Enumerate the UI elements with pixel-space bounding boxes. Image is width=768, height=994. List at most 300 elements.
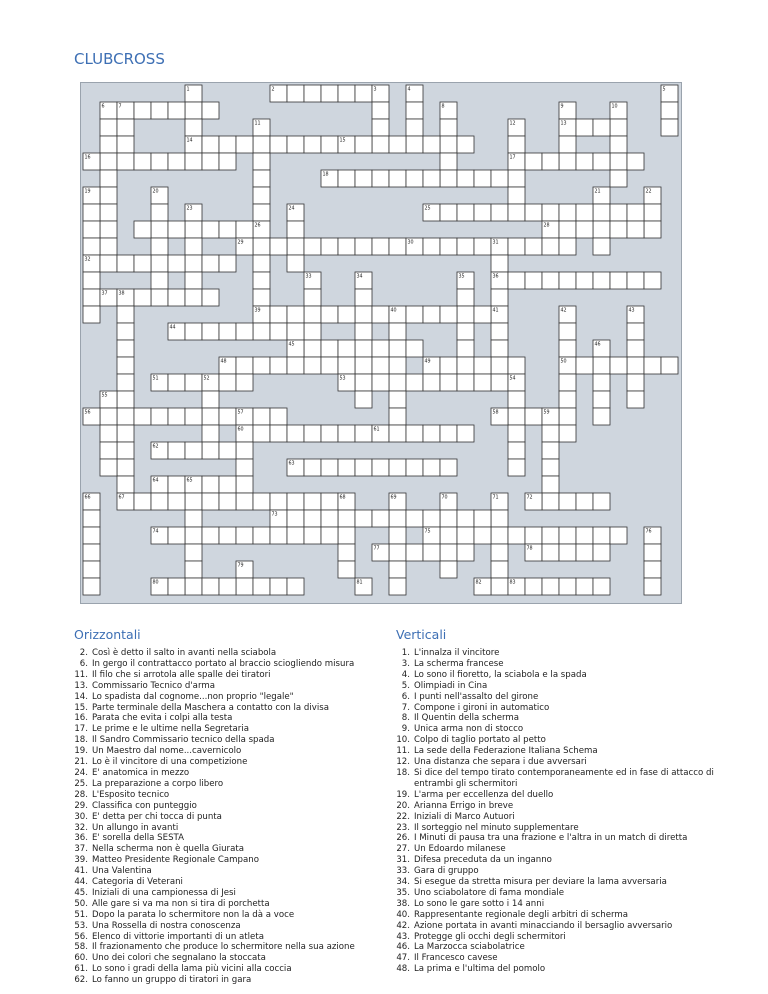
- grid-cell[interactable]: [168, 153, 185, 170]
- grid-cell[interactable]: [287, 238, 304, 255]
- grid-cell[interactable]: [440, 306, 457, 323]
- grid-cell[interactable]: [491, 204, 508, 221]
- grid-cell[interactable]: [423, 170, 440, 187]
- grid-cell[interactable]: [287, 255, 304, 272]
- grid-cell[interactable]: [287, 425, 304, 442]
- grid-cell[interactable]: [593, 391, 610, 408]
- grid-cell[interactable]: [423, 374, 440, 391]
- grid-cell[interactable]: [253, 238, 270, 255]
- grid-cell[interactable]: [83, 544, 100, 561]
- grid-cell[interactable]: [202, 476, 219, 493]
- grid-cell[interactable]: [389, 561, 406, 578]
- grid-cell[interactable]: [168, 221, 185, 238]
- grid-cell[interactable]: [185, 153, 202, 170]
- grid-cell[interactable]: [100, 408, 117, 425]
- grid-cell[interactable]: [304, 85, 321, 102]
- grid-cell[interactable]: [389, 408, 406, 425]
- grid-cell[interactable]: [440, 153, 457, 170]
- grid-cell[interactable]: [185, 544, 202, 561]
- grid-cell[interactable]: [474, 306, 491, 323]
- grid-cell[interactable]: [270, 357, 287, 374]
- grid-cell[interactable]: [338, 510, 355, 527]
- grid-cell[interactable]: [627, 340, 644, 357]
- grid-cell[interactable]: [185, 510, 202, 527]
- grid-cell[interactable]: [185, 578, 202, 595]
- grid-cell[interactable]: [508, 272, 525, 289]
- grid-cell[interactable]: [389, 391, 406, 408]
- grid-cell[interactable]: [202, 442, 219, 459]
- grid-cell[interactable]: [610, 272, 627, 289]
- grid-cell[interactable]: [559, 272, 576, 289]
- grid-cell[interactable]: [593, 408, 610, 425]
- grid-cell[interactable]: [491, 323, 508, 340]
- grid-cell[interactable]: [219, 374, 236, 391]
- grid-cell[interactable]: [117, 476, 134, 493]
- grid-cell[interactable]: [627, 153, 644, 170]
- grid-cell[interactable]: [355, 85, 372, 102]
- grid-cell[interactable]: [576, 544, 593, 561]
- grid-cell[interactable]: [321, 357, 338, 374]
- grid-cell[interactable]: [542, 153, 559, 170]
- grid-cell[interactable]: [83, 204, 100, 221]
- grid-cell[interactable]: [508, 238, 525, 255]
- grid-cell[interactable]: [287, 323, 304, 340]
- grid-cell[interactable]: [338, 85, 355, 102]
- grid-cell[interactable]: [236, 578, 253, 595]
- grid-cell[interactable]: [559, 544, 576, 561]
- grid-cell[interactable]: [542, 272, 559, 289]
- grid-cell[interactable]: [304, 238, 321, 255]
- grid-cell[interactable]: [338, 238, 355, 255]
- grid-cell[interactable]: [627, 374, 644, 391]
- grid-cell[interactable]: [304, 289, 321, 306]
- grid-cell[interactable]: [610, 357, 627, 374]
- grid-cell[interactable]: [185, 323, 202, 340]
- grid-cell[interactable]: [185, 493, 202, 510]
- grid-cell[interactable]: [355, 306, 372, 323]
- grid-cell[interactable]: [355, 340, 372, 357]
- grid-cell[interactable]: [389, 238, 406, 255]
- grid-cell[interactable]: [525, 153, 542, 170]
- grid-cell[interactable]: [134, 102, 151, 119]
- grid-cell[interactable]: [270, 493, 287, 510]
- grid-cell[interactable]: [117, 255, 134, 272]
- grid-cell[interactable]: [236, 357, 253, 374]
- grid-cell[interactable]: [168, 374, 185, 391]
- grid-cell[interactable]: [117, 136, 134, 153]
- grid-cell[interactable]: [508, 408, 525, 425]
- grid-cell[interactable]: [270, 425, 287, 442]
- grid-cell[interactable]: [474, 374, 491, 391]
- grid-cell[interactable]: [168, 102, 185, 119]
- grid-cell[interactable]: [508, 187, 525, 204]
- grid-cell[interactable]: [151, 102, 168, 119]
- grid-cell[interactable]: [610, 221, 627, 238]
- grid-cell[interactable]: [151, 204, 168, 221]
- grid-cell[interactable]: [423, 306, 440, 323]
- grid-cell[interactable]: [593, 221, 610, 238]
- grid-cell[interactable]: [100, 136, 117, 153]
- grid-cell[interactable]: [338, 459, 355, 476]
- grid-cell[interactable]: [372, 340, 389, 357]
- grid-cell[interactable]: [168, 255, 185, 272]
- grid-cell[interactable]: [355, 136, 372, 153]
- grid-cell[interactable]: [559, 323, 576, 340]
- grid-cell[interactable]: [321, 306, 338, 323]
- grid-cell[interactable]: [542, 442, 559, 459]
- grid-cell[interactable]: [219, 323, 236, 340]
- grid-cell[interactable]: [406, 119, 423, 136]
- grid-cell[interactable]: [457, 340, 474, 357]
- grid-cell[interactable]: [117, 306, 134, 323]
- grid-cell[interactable]: [508, 459, 525, 476]
- grid-cell[interactable]: [151, 238, 168, 255]
- grid-cell[interactable]: [236, 221, 253, 238]
- grid-cell[interactable]: [593, 374, 610, 391]
- grid-cell[interactable]: [508, 357, 525, 374]
- grid-cell[interactable]: [83, 527, 100, 544]
- grid-cell[interactable]: [304, 323, 321, 340]
- grid-cell[interactable]: [185, 119, 202, 136]
- grid-cell[interactable]: [236, 527, 253, 544]
- grid-cell[interactable]: [542, 459, 559, 476]
- grid-cell[interactable]: [100, 425, 117, 442]
- grid-cell[interactable]: [508, 425, 525, 442]
- grid-cell[interactable]: [321, 425, 338, 442]
- grid-cell[interactable]: [219, 527, 236, 544]
- grid-cell[interactable]: [644, 204, 661, 221]
- grid-cell[interactable]: [219, 442, 236, 459]
- grid-cell[interactable]: [168, 442, 185, 459]
- grid-cell[interactable]: [100, 238, 117, 255]
- grid-cell[interactable]: [508, 442, 525, 459]
- grid-cell[interactable]: [389, 510, 406, 527]
- grid-cell[interactable]: [202, 578, 219, 595]
- grid-cell[interactable]: [542, 544, 559, 561]
- grid-cell[interactable]: [559, 153, 576, 170]
- grid-cell[interactable]: [253, 187, 270, 204]
- grid-cell[interactable]: [542, 476, 559, 493]
- grid-cell[interactable]: [457, 425, 474, 442]
- grid-cell[interactable]: [338, 340, 355, 357]
- grid-cell[interactable]: [355, 510, 372, 527]
- grid-cell[interactable]: [219, 408, 236, 425]
- grid-cell[interactable]: [287, 493, 304, 510]
- grid-cell[interactable]: [304, 425, 321, 442]
- grid-cell[interactable]: [389, 459, 406, 476]
- grid-cell[interactable]: [474, 510, 491, 527]
- grid-cell[interactable]: [304, 357, 321, 374]
- grid-cell[interactable]: [389, 136, 406, 153]
- grid-cell[interactable]: [661, 357, 678, 374]
- grid-cell[interactable]: [134, 493, 151, 510]
- grid-cell[interactable]: [202, 425, 219, 442]
- grid-cell[interactable]: [321, 85, 338, 102]
- grid-cell[interactable]: [253, 357, 270, 374]
- grid-cell[interactable]: [321, 238, 338, 255]
- grid-cell[interactable]: [355, 289, 372, 306]
- grid-cell[interactable]: [440, 204, 457, 221]
- grid-cell[interactable]: [168, 527, 185, 544]
- grid-cell[interactable]: [372, 374, 389, 391]
- grid-cell[interactable]: [372, 119, 389, 136]
- grid-cell[interactable]: [644, 544, 661, 561]
- grid-cell[interactable]: [321, 510, 338, 527]
- grid-cell[interactable]: [644, 221, 661, 238]
- grid-cell[interactable]: [559, 340, 576, 357]
- grid-cell[interactable]: [372, 459, 389, 476]
- grid-cell[interactable]: [100, 255, 117, 272]
- grid-cell[interactable]: [576, 272, 593, 289]
- grid-cell[interactable]: [236, 374, 253, 391]
- grid-cell[interactable]: [236, 323, 253, 340]
- grid-cell[interactable]: [423, 459, 440, 476]
- grid-cell[interactable]: [270, 323, 287, 340]
- grid-cell[interactable]: [423, 510, 440, 527]
- grid-cell[interactable]: [644, 561, 661, 578]
- grid-cell[interactable]: [185, 527, 202, 544]
- grid-cell[interactable]: [185, 221, 202, 238]
- grid-cell[interactable]: [474, 527, 491, 544]
- grid-cell[interactable]: [253, 136, 270, 153]
- grid-cell[interactable]: [355, 170, 372, 187]
- grid-cell[interactable]: [491, 374, 508, 391]
- grid-cell[interactable]: [389, 323, 406, 340]
- grid-cell[interactable]: [270, 408, 287, 425]
- grid-cell[interactable]: [185, 561, 202, 578]
- grid-cell[interactable]: [321, 527, 338, 544]
- grid-cell[interactable]: [457, 544, 474, 561]
- grid-cell[interactable]: [83, 238, 100, 255]
- grid-cell[interactable]: [440, 136, 457, 153]
- grid-cell[interactable]: [440, 527, 457, 544]
- grid-cell[interactable]: [491, 289, 508, 306]
- grid-cell[interactable]: [406, 425, 423, 442]
- grid-cell[interactable]: [525, 238, 542, 255]
- grid-cell[interactable]: [134, 153, 151, 170]
- grid-cell[interactable]: [423, 136, 440, 153]
- grid-cell[interactable]: [117, 391, 134, 408]
- grid-cell[interactable]: [508, 391, 525, 408]
- grid-cell[interactable]: [457, 136, 474, 153]
- grid-cell[interactable]: [253, 272, 270, 289]
- grid-cell[interactable]: [542, 204, 559, 221]
- grid-cell[interactable]: [287, 357, 304, 374]
- grid-cell[interactable]: [338, 357, 355, 374]
- grid-cell[interactable]: [440, 357, 457, 374]
- grid-cell[interactable]: [219, 578, 236, 595]
- grid-cell[interactable]: [457, 238, 474, 255]
- grid-cell[interactable]: [151, 255, 168, 272]
- grid-cell[interactable]: [83, 561, 100, 578]
- grid-cell[interactable]: [457, 357, 474, 374]
- grid-cell[interactable]: [117, 340, 134, 357]
- grid-cell[interactable]: [219, 476, 236, 493]
- grid-cell[interactable]: [491, 510, 508, 527]
- grid-cell[interactable]: [287, 221, 304, 238]
- grid-cell[interactable]: [117, 153, 134, 170]
- grid-cell[interactable]: [576, 493, 593, 510]
- grid-cell[interactable]: [202, 391, 219, 408]
- grid-cell[interactable]: [559, 238, 576, 255]
- grid-cell[interactable]: [202, 408, 219, 425]
- grid-cell[interactable]: [593, 272, 610, 289]
- grid-cell[interactable]: [627, 323, 644, 340]
- grid-cell[interactable]: [100, 221, 117, 238]
- grid-cell[interactable]: [440, 459, 457, 476]
- grid-cell[interactable]: [236, 476, 253, 493]
- grid-cell[interactable]: [304, 340, 321, 357]
- grid-cell[interactable]: [474, 170, 491, 187]
- grid-cell[interactable]: [559, 136, 576, 153]
- grid-cell[interactable]: [627, 221, 644, 238]
- grid-cell[interactable]: [440, 374, 457, 391]
- grid-cell[interactable]: [389, 425, 406, 442]
- grid-cell[interactable]: [474, 357, 491, 374]
- grid-cell[interactable]: [100, 119, 117, 136]
- grid-cell[interactable]: [338, 561, 355, 578]
- grid-cell[interactable]: [202, 255, 219, 272]
- grid-cell[interactable]: [287, 136, 304, 153]
- grid-cell[interactable]: [253, 425, 270, 442]
- grid-cell[interactable]: [287, 527, 304, 544]
- grid-cell[interactable]: [406, 102, 423, 119]
- grid-cell[interactable]: [542, 238, 559, 255]
- grid-cell[interactable]: [253, 323, 270, 340]
- grid-cell[interactable]: [355, 425, 372, 442]
- grid-cell[interactable]: [593, 493, 610, 510]
- grid-cell[interactable]: [134, 221, 151, 238]
- grid-cell[interactable]: [457, 323, 474, 340]
- grid-cell[interactable]: [372, 170, 389, 187]
- grid-cell[interactable]: [440, 544, 457, 561]
- grid-cell[interactable]: [253, 153, 270, 170]
- grid-cell[interactable]: [117, 425, 134, 442]
- grid-cell[interactable]: [525, 272, 542, 289]
- grid-cell[interactable]: [236, 493, 253, 510]
- grid-cell[interactable]: [593, 238, 610, 255]
- grid-cell[interactable]: [321, 459, 338, 476]
- grid-cell[interactable]: [457, 527, 474, 544]
- grid-cell[interactable]: [423, 238, 440, 255]
- grid-cell[interactable]: [593, 204, 610, 221]
- grid-cell[interactable]: [151, 493, 168, 510]
- grid-cell[interactable]: [100, 187, 117, 204]
- grid-cell[interactable]: [457, 289, 474, 306]
- grid-cell[interactable]: [406, 170, 423, 187]
- grid-cell[interactable]: [117, 357, 134, 374]
- grid-cell[interactable]: [355, 323, 372, 340]
- grid-cell[interactable]: [406, 306, 423, 323]
- grid-cell[interactable]: [100, 442, 117, 459]
- grid-cell[interactable]: [100, 170, 117, 187]
- grid-cell[interactable]: [525, 408, 542, 425]
- grid-cell[interactable]: [576, 578, 593, 595]
- grid-cell[interactable]: [134, 289, 151, 306]
- grid-cell[interactable]: [372, 510, 389, 527]
- grid-cell[interactable]: [355, 357, 372, 374]
- grid-cell[interactable]: [440, 238, 457, 255]
- grid-cell[interactable]: [508, 170, 525, 187]
- grid-cell[interactable]: [168, 493, 185, 510]
- grid-cell[interactable]: [491, 561, 508, 578]
- grid-cell[interactable]: [338, 170, 355, 187]
- grid-cell[interactable]: [253, 578, 270, 595]
- grid-cell[interactable]: [185, 289, 202, 306]
- grid-cell[interactable]: [389, 527, 406, 544]
- grid-cell[interactable]: [117, 119, 134, 136]
- grid-cell[interactable]: [117, 459, 134, 476]
- grid-cell[interactable]: [134, 255, 151, 272]
- grid-cell[interactable]: [202, 102, 219, 119]
- grid-cell[interactable]: [372, 306, 389, 323]
- grid-cell[interactable]: [610, 153, 627, 170]
- grid-cell[interactable]: [389, 357, 406, 374]
- grid-cell[interactable]: [287, 85, 304, 102]
- grid-cell[interactable]: [389, 340, 406, 357]
- grid-cell[interactable]: [644, 272, 661, 289]
- grid-cell[interactable]: [202, 153, 219, 170]
- grid-cell[interactable]: [559, 493, 576, 510]
- grid-cell[interactable]: [491, 357, 508, 374]
- grid-cell[interactable]: [338, 306, 355, 323]
- grid-cell[interactable]: [304, 493, 321, 510]
- grid-cell[interactable]: [389, 544, 406, 561]
- grid-cell[interactable]: [406, 544, 423, 561]
- grid-cell[interactable]: [474, 238, 491, 255]
- grid-cell[interactable]: [457, 306, 474, 323]
- grid-cell[interactable]: [253, 493, 270, 510]
- grid-cell[interactable]: [440, 510, 457, 527]
- grid-cell[interactable]: [117, 442, 134, 459]
- grid-cell[interactable]: [355, 459, 372, 476]
- grid-cell[interactable]: [151, 153, 168, 170]
- grid-cell[interactable]: [117, 408, 134, 425]
- grid-cell[interactable]: [372, 102, 389, 119]
- grid-cell[interactable]: [202, 221, 219, 238]
- grid-cell[interactable]: [151, 272, 168, 289]
- grid-cell[interactable]: [576, 221, 593, 238]
- grid-cell[interactable]: [134, 408, 151, 425]
- grid-cell[interactable]: [627, 204, 644, 221]
- grid-cell[interactable]: [559, 221, 576, 238]
- grid-cell[interactable]: [338, 527, 355, 544]
- grid-cell[interactable]: [338, 425, 355, 442]
- grid-cell[interactable]: [389, 578, 406, 595]
- grid-cell[interactable]: [406, 510, 423, 527]
- grid-cell[interactable]: [610, 204, 627, 221]
- grid-cell[interactable]: [610, 170, 627, 187]
- grid-cell[interactable]: [559, 374, 576, 391]
- grid-cell[interactable]: [491, 340, 508, 357]
- grid-cell[interactable]: [542, 425, 559, 442]
- grid-cell[interactable]: [610, 119, 627, 136]
- grid-cell[interactable]: [219, 153, 236, 170]
- grid-cell[interactable]: [559, 578, 576, 595]
- grid-cell[interactable]: [440, 119, 457, 136]
- grid-cell[interactable]: [219, 255, 236, 272]
- grid-cell[interactable]: [185, 102, 202, 119]
- grid-cell[interactable]: [151, 408, 168, 425]
- grid-cell[interactable]: [576, 527, 593, 544]
- grid-cell[interactable]: [253, 204, 270, 221]
- grid-cell[interactable]: [627, 391, 644, 408]
- grid-cell[interactable]: [236, 136, 253, 153]
- grid-cell[interactable]: [644, 578, 661, 595]
- grid-cell[interactable]: [576, 357, 593, 374]
- grid-cell[interactable]: [168, 578, 185, 595]
- grid-cell[interactable]: [202, 527, 219, 544]
